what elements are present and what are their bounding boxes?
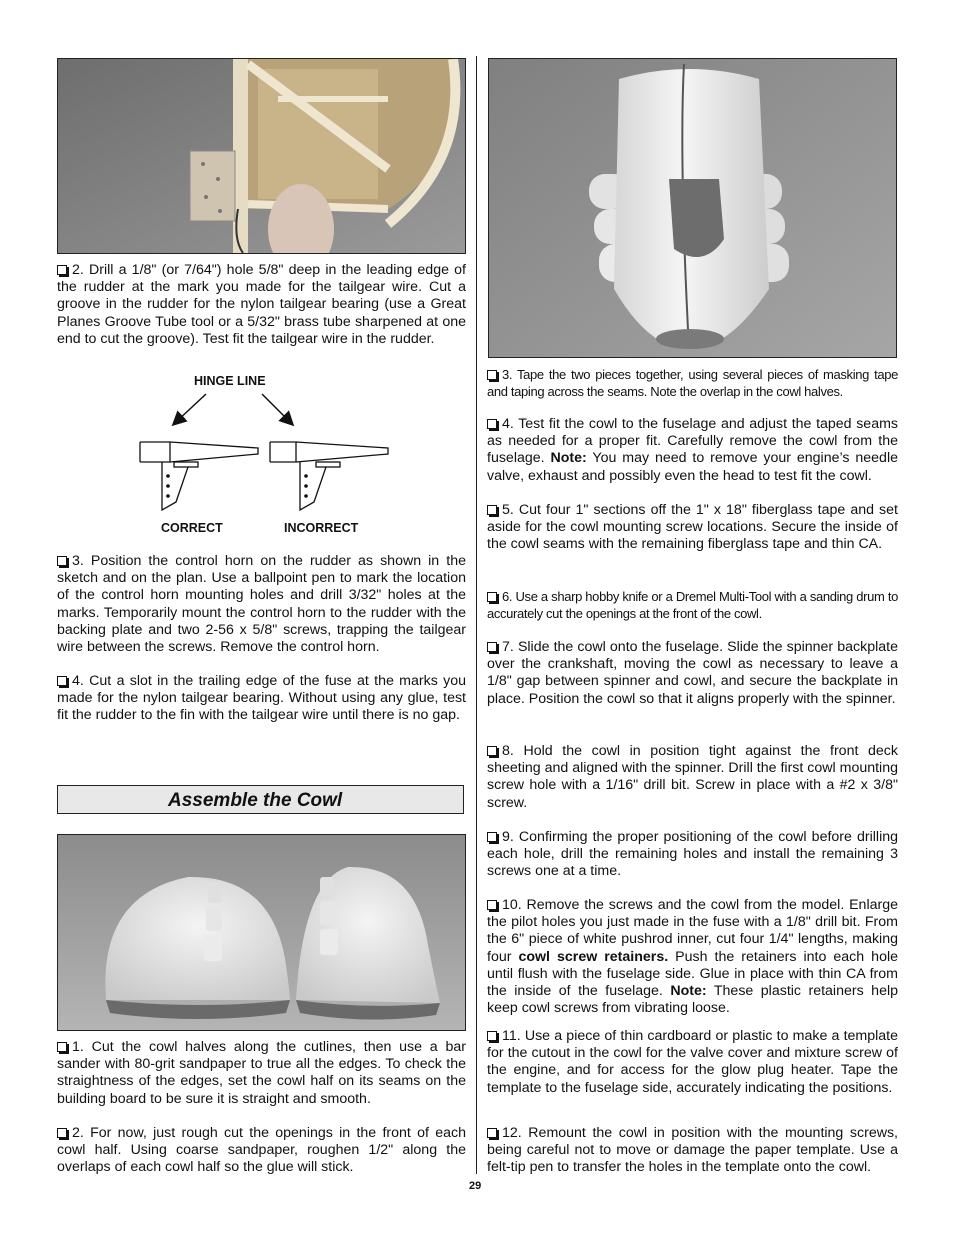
checkbox-icon[interactable] (57, 1128, 67, 1138)
step-11-template: 11. Use a piece of thin cardboard or plastic to make a template for the cutout in the cowl for the valve cover and mixture screw of the engine, and for access for the glow plug heater. Tape the template to the fuselage side, accurately indicating the positions. (487, 1028, 898, 1096)
step-3-tape-cowl: 3. Tape the two pieces together, using several pieces of masking tape and taping across the seams. Note the overlap in the cowl halves. (487, 367, 898, 400)
checkbox-icon[interactable] (487, 642, 497, 652)
correct-label: CORRECT (161, 521, 223, 535)
checkbox-icon[interactable] (487, 370, 497, 380)
step-5-fiberglass: 5. Cut four 1" sections off the 1" x 18" fiberglass tape and set aside for the cowl mounting screw locations. Secure the inside of the cowl seams with the remaining fiberglass tape and thin CA. (487, 502, 898, 553)
checkbox-icon[interactable] (487, 746, 497, 756)
checkbox-icon[interactable] (487, 419, 497, 429)
section-title: Assemble the Cowl (168, 790, 343, 811)
step-3-control-horn: 3. Position the control horn on the rudder as shown in the sketch and on the plan. Use a ballpoint pen to mark the location of the control horn mounting holes and drill 3/32" holes at the marks. Temporarily mount the control horn to the rudder with the backing plate and two 2-56 x 5/8" screws, trapping the tailgear wire between the screws. Remove the control horn. (57, 553, 466, 656)
step-4-slot: 4. Cut a slot in the trailing edge of the fuse at the marks you made for the nylon tailgear bearing. Without using any glue, test fit the rudder to the fin with the tailgear wire until there is no gap. (57, 673, 466, 724)
page-number: 29 (469, 1180, 482, 1192)
column-divider (476, 56, 477, 1174)
cowl-step-2: 2. For now, just rough cut the openings in the front of each cowl half. Using coarse sandpaper, roughen 1/2" along the overlaps of each cowl half so the glue will stick. (57, 1125, 466, 1176)
step-2-rudder: 2. Drill a 1/8" (or 7/64") hole 5/8" deep in the leading edge of the rudder at the mark you made for the tailgear wire. Cut a groove in the rudder for the nylon tailgear bearing (use a Great Planes Groove Tube tool or a 5/32" brass tube sharpened at one end to cut the groove). Test fit the tailgear wire in the rudder. (57, 262, 466, 347)
step-10-retainers: 10. Remove the screws and the cowl from the model. Enlarge the pilot holes you just made in the fuse with a 1/8" drill bit. From the 6" piece of white pushrod inner, cut four 1/4" lengths, making four cowl screw retainers. Push the retainers into each hole until flush with the fuselage side. Glue in place with thin CA from the inside of the fuselage. Note: These plastic retainers help keep cowl screws from vibrating loose. (487, 897, 898, 1017)
step-12-remount: 12. Remount the cowl in position with the mounting screws, being careful not to move or damage the paper template. Use a felt-tip pen to transfer the holes in the template onto the cowl. (487, 1125, 898, 1176)
checkbox-icon[interactable] (487, 900, 497, 910)
step-6-openings: 6. Use a sharp hobby knife or a Dremel Multi-Tool with a sanding drum to accurately cut the openings at the front of the cowl. (487, 589, 898, 622)
checkbox-icon[interactable] (487, 505, 497, 515)
step-8-hold-cowl: 8. Hold the cowl in position tight against the front deck sheeting and aligned with the spinner. Drill the first cowl mounting screw hole with a 1/16" drill bit. Screw in place with a #2 x 3/8" screw. (487, 743, 898, 811)
checkbox-icon[interactable] (57, 556, 67, 566)
step-4-test-fit: 4. Test fit the cowl to the fuselage and adjust the taped seams as needed for a proper fit. Carefully remove the cowl from the fuselage. Note: You may need to remove your engine’s needle valve, exhaust and possibly even the head to test fit the cowl. (487, 416, 898, 484)
checkbox-icon[interactable] (57, 265, 67, 275)
checkbox-icon[interactable] (487, 832, 497, 842)
rudder-photo (57, 58, 466, 254)
hinge-line-label: HINGE LINE (194, 374, 266, 388)
checkbox-icon[interactable] (487, 1128, 497, 1138)
assembled-cowl-photo (488, 58, 897, 358)
section-header (57, 785, 464, 814)
step-9-drill-holes: 9. Confirming the proper positioning of the cowl before drilling each hole, drill the remaining holes and install the remaining 3 screws one at a time. (487, 829, 898, 880)
incorrect-label: INCORRECT (284, 521, 359, 535)
checkbox-icon[interactable] (487, 592, 497, 602)
checkbox-icon[interactable] (57, 1042, 67, 1052)
cowl-step-1: 1. Cut the cowl halves along the cutlines, then use a bar sander with 80-grit sandpaper to true all the edges. To check the straightness of the edges, set the cowl half on its seams on the building board to be sure it is straight and smooth. (57, 1039, 466, 1107)
control-horn-diagram (130, 370, 400, 540)
checkbox-icon[interactable] (57, 676, 67, 686)
checkbox-icon[interactable] (487, 1031, 497, 1041)
step-7-slide-cowl: 7. Slide the cowl onto the fuselage. Slide the spinner backplate over the crankshaft, moving the cowl as necessary to leave a 1/8" gap between spinner and cowl, and secure the backplate in place. Position the cowl so that it aligns properly with the spinner. (487, 639, 898, 707)
cowl-halves-photo (57, 834, 466, 1031)
